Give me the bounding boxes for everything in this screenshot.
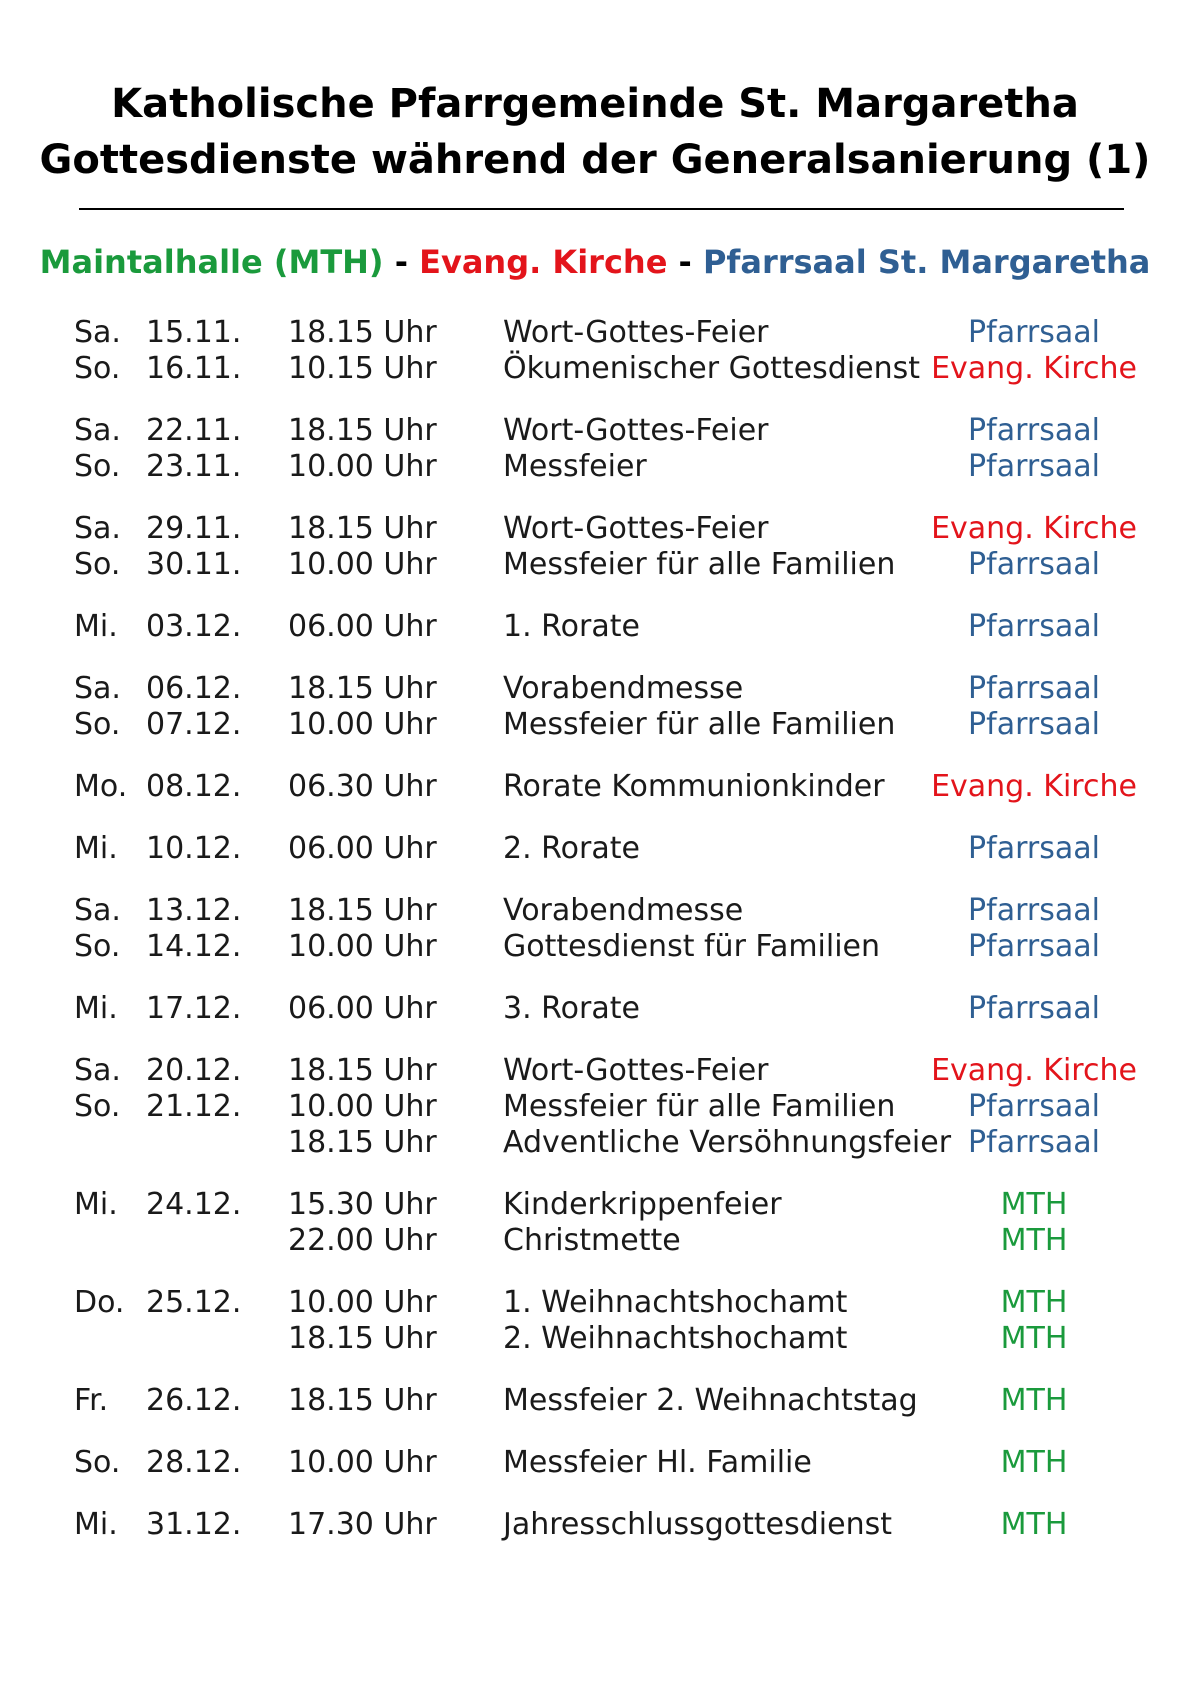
schedule-event: Christmette	[503, 1223, 681, 1258]
schedule-time: 18.15 Uhr	[288, 1053, 437, 1088]
schedule-date: 16.11.	[146, 351, 242, 386]
schedule-day: So.	[74, 351, 121, 386]
schedule-event: Ökumenischer Gottesdienst	[503, 351, 921, 386]
schedule-day: Sa.	[74, 1053, 121, 1088]
schedule-date: 21.12.	[146, 1089, 242, 1124]
schedule-date: 15.11.	[146, 315, 242, 350]
schedule-time: 18.15 Uhr	[288, 1383, 437, 1418]
schedule-time: 18.15 Uhr	[288, 1125, 437, 1160]
schedule-time: 06.00 Uhr	[288, 991, 437, 1026]
schedule-date: 14.12.	[146, 929, 242, 964]
schedule-event: Messfeier für alle Familien	[503, 707, 896, 742]
schedule-location: Pfarrsaal	[968, 413, 1100, 448]
schedule-location: Pfarrsaal	[968, 547, 1100, 582]
schedule-date: 25.12.	[146, 1285, 242, 1320]
schedule-location: MTH	[1000, 1321, 1068, 1356]
schedule-location: Pfarrsaal	[968, 1125, 1100, 1160]
schedule-location: MTH	[1000, 1187, 1068, 1222]
schedule-day: Do.	[74, 1285, 125, 1320]
schedule-event: Messfeier Hl. Familie	[503, 1445, 812, 1480]
schedule-date: 26.12.	[146, 1383, 242, 1418]
schedule-date: 13.12.	[146, 893, 242, 928]
schedule-event: Messfeier	[503, 449, 647, 484]
schedule-event: Vorabendmesse	[503, 893, 744, 928]
schedule-event: Gottesdienst für Familien	[503, 929, 881, 964]
schedule-location: MTH	[1000, 1285, 1068, 1320]
schedule-time: 10.00 Uhr	[288, 929, 437, 964]
schedule-event: Jahresschlussgottesdienst	[503, 1507, 893, 1542]
schedule-row	[0, 509, 1190, 549]
schedule-date: 08.12.	[146, 769, 242, 804]
schedule-event: Wort-Gottes-Feier	[503, 511, 769, 546]
schedule-day: So.	[74, 707, 121, 742]
schedule-event: 3. Rorate	[503, 991, 640, 1026]
schedule-time: 18.15 Uhr	[288, 511, 437, 546]
schedule-location: Pfarrsaal	[968, 1089, 1100, 1124]
schedule-day: So.	[74, 449, 121, 484]
schedule-day: Mi.	[74, 991, 118, 1026]
schedule-day: So.	[74, 1089, 121, 1124]
schedule-row	[0, 1051, 1190, 1091]
schedule-day: Fr.	[74, 1383, 109, 1418]
schedule-date: 06.12.	[146, 671, 242, 706]
schedule-time: 10.15 Uhr	[288, 351, 437, 386]
schedule-date: 03.12.	[146, 609, 242, 644]
schedule-row	[0, 313, 1190, 353]
schedule-location: Pfarrsaal	[968, 707, 1100, 742]
schedule-row	[0, 767, 1190, 807]
schedule-date: 10.12.	[146, 831, 242, 866]
schedule-location: Evang. Kirche	[931, 1053, 1137, 1088]
schedule-time: 18.15 Uhr	[288, 315, 437, 350]
schedule-location: Pfarrsaal	[968, 991, 1100, 1026]
schedule-day: So.	[74, 547, 121, 582]
schedule-row	[0, 1381, 1190, 1421]
page-title: Katholische Pfarrgemeinde St. Margaretha	[111, 81, 1079, 127]
schedule-time: 10.00 Uhr	[288, 449, 437, 484]
schedule-day: So.	[74, 1445, 121, 1480]
schedule-row	[0, 1221, 1190, 1261]
schedule-location: Pfarrsaal	[968, 893, 1100, 928]
schedule-day: Mi.	[74, 831, 118, 866]
schedule-event: Wort-Gottes-Feier	[503, 315, 769, 350]
schedule-row	[0, 1505, 1190, 1545]
schedule-time: 18.15 Uhr	[288, 1321, 437, 1356]
page-subtitle: Gottesdienste während der Generalsanierung (1)	[39, 137, 1151, 183]
schedule-event: 2. Weihnachtshochamt	[503, 1321, 848, 1356]
schedule-location: Pfarrsaal	[968, 671, 1100, 706]
schedule-event: Kinderkrippenfeier	[503, 1187, 782, 1222]
schedule-location: MTH	[1000, 1223, 1068, 1258]
schedule-row	[0, 411, 1190, 451]
schedule-location: MTH	[1000, 1507, 1068, 1542]
schedule-row	[0, 891, 1190, 931]
schedule-date: 07.12.	[146, 707, 242, 742]
legend-evang-kirche: Evang. Kirche	[419, 243, 668, 281]
schedule-row	[0, 1123, 1190, 1163]
schedule-event: Wort-Gottes-Feier	[503, 1053, 769, 1088]
schedule-day: Sa.	[74, 511, 121, 546]
schedule-location: Pfarrsaal	[968, 315, 1100, 350]
schedule-row	[0, 1443, 1190, 1483]
legend-pfarrsaal: Pfarrsaal St. Margaretha	[702, 243, 1151, 281]
schedule-day: Mi.	[74, 1507, 118, 1542]
schedule-event: Wort-Gottes-Feier	[503, 413, 769, 448]
schedule-row	[0, 1185, 1190, 1225]
schedule-time: 10.00 Uhr	[288, 1089, 437, 1124]
schedule-row	[0, 989, 1190, 1029]
schedule-event: Messfeier für alle Familien	[503, 1089, 896, 1124]
schedule-day: Sa.	[74, 413, 121, 448]
schedule-row	[0, 829, 1190, 869]
schedule-day: So.	[74, 929, 121, 964]
schedule-date: 22.11.	[146, 413, 242, 448]
schedule-time: 06.00 Uhr	[288, 831, 437, 866]
schedule-date: 30.11.	[146, 547, 242, 582]
schedule-location: MTH	[1000, 1383, 1068, 1418]
schedule-row	[0, 705, 1190, 745]
schedule-location: MTH	[1000, 1445, 1068, 1480]
title-divider	[79, 208, 1124, 210]
schedule-time: 06.30 Uhr	[288, 769, 437, 804]
schedule-location: Pfarrsaal	[968, 609, 1100, 644]
schedule-day: Mo.	[74, 769, 128, 804]
schedule-location: Pfarrsaal	[968, 449, 1100, 484]
schedule-event: Adventliche Versöhnungsfeier	[503, 1125, 952, 1160]
schedule-row	[0, 349, 1190, 389]
schedule-date: 28.12.	[146, 1445, 242, 1480]
legend-separator: -	[394, 243, 408, 281]
schedule-row	[0, 607, 1190, 647]
schedule-time: 17.30 Uhr	[288, 1507, 437, 1542]
schedule-location: Evang. Kirche	[931, 511, 1137, 546]
location-legend	[0, 240, 1190, 284]
schedule-time: 18.15 Uhr	[288, 671, 437, 706]
schedule-row	[0, 1087, 1190, 1127]
schedule-time: 10.00 Uhr	[288, 1285, 437, 1320]
schedule-time: 15.30 Uhr	[288, 1187, 437, 1222]
schedule-day: Sa.	[74, 893, 121, 928]
legend-mth: Maintalhalle (MTH)	[39, 243, 384, 281]
schedule-day: Mi.	[74, 609, 118, 644]
schedule-location: Pfarrsaal	[968, 929, 1100, 964]
schedule-event: Messfeier für alle Familien	[503, 547, 896, 582]
schedule-event: 1. Weihnachtshochamt	[503, 1285, 848, 1320]
schedule-date: 17.12.	[146, 991, 242, 1026]
schedule-date: 24.12.	[146, 1187, 242, 1222]
schedule-row	[0, 669, 1190, 709]
schedule-time: 10.00 Uhr	[288, 707, 437, 742]
schedule-time: 18.15 Uhr	[288, 893, 437, 928]
schedule-time: 06.00 Uhr	[288, 609, 437, 644]
schedule-location: Evang. Kirche	[931, 769, 1137, 804]
schedule-day: Sa.	[74, 315, 121, 350]
schedule-day: Mi.	[74, 1187, 118, 1222]
schedule-date: 29.11.	[146, 511, 242, 546]
schedule-date: 23.11.	[146, 449, 242, 484]
schedule-day: Sa.	[74, 671, 121, 706]
schedule-date: 20.12.	[146, 1053, 242, 1088]
schedule-time: 18.15 Uhr	[288, 413, 437, 448]
schedule-event: Rorate Kommunionkinder	[503, 769, 885, 804]
schedule-row	[0, 447, 1190, 487]
schedule-event: 1. Rorate	[503, 609, 640, 644]
schedule-date: 31.12.	[146, 1507, 242, 1542]
schedule-row	[0, 545, 1190, 585]
schedule-event: Vorabendmesse	[503, 671, 744, 706]
schedule-time: 22.00 Uhr	[288, 1223, 437, 1258]
schedule-time: 10.00 Uhr	[288, 547, 437, 582]
schedule-location: Evang. Kirche	[931, 351, 1137, 386]
schedule-row	[0, 927, 1190, 967]
schedule-row	[0, 1319, 1190, 1359]
schedule-event: Messfeier 2. Weihnachtstag	[503, 1383, 918, 1418]
schedule-time: 10.00 Uhr	[288, 1445, 437, 1480]
schedule-row	[0, 1283, 1190, 1323]
legend-separator: -	[678, 243, 692, 281]
schedule-event: 2. Rorate	[503, 831, 640, 866]
schedule-location: Pfarrsaal	[968, 831, 1100, 866]
